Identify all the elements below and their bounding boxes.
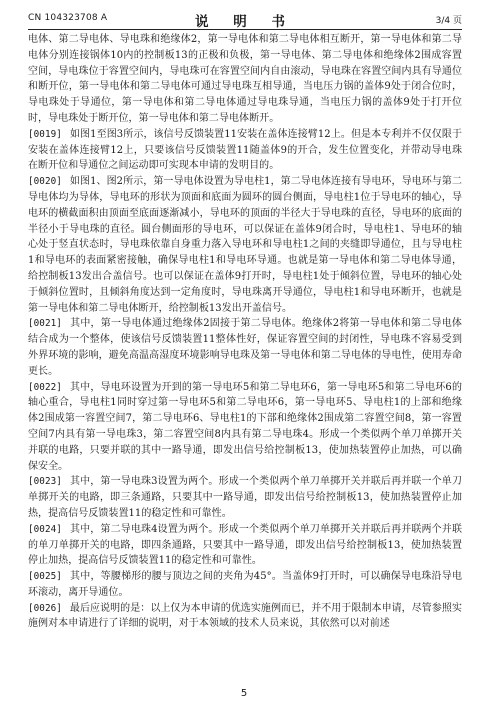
paragraph (28, 474, 462, 521)
paragraph (28, 601, 462, 633)
paragraph-number: [0020] (28, 176, 62, 188)
page-number: 5 (240, 688, 248, 699)
paragraph-number: [0024] (28, 523, 62, 535)
paragraph-number: [0022] (28, 381, 62, 393)
paragraph (28, 522, 462, 569)
paragraph-text: 如图1、图2所示，第一导电体设置为导电柱1，第二导电体连接有导电环，导电环与第二导电体均为导体，导电环的形状为顶面和底面为圆环的圆台侧面，导电柱1位于导电环的轴心，导电环的横截面积由顶面至底面逐渐减小，导电环的顶面的半径大于导电珠的直径，导电环的底面的半径小于导电珠的直径。圆台侧面形的导电环，可以保证在盖体9闭合时，导电柱1、导电环的轴心处于竖直状态时，导电珠依靠自身重力落入导电环和导电柱1之间的夹缝即导通位，且与导电柱1和导电环的表面紧密接触，确保导电柱1和导电环导通。也就是第一导电体和第二导电体导通，给控制板13发出合盖信号。也可以保证在盖体9打开时，导电柱1处于倾斜位置，导电环的轴心处于倾斜位置时，且倾斜角度达到一定角度时，导电珠离开导通位，导电柱1和导电环断开，也就是第一导电体和第二导电体断开，给控制板13发出开盖信号。 (28, 176, 462, 314)
paragraph-text: 如图1至图3所示，该信号反馈装置11安装在盖体连接臂12上。但是本专利并不仅仅限于安装在盖体连接臂12上，只要该信号反馈装置11随盖体9的开合，发生位置变化，并带动导电珠在断开位和导通位之间运动即可实现本申请的发明目的。 (28, 128, 462, 172)
paragraph-text: 其中，第二导电珠4设置为两个。形成一个类似两个单刀单掷开关并联后再并联两个并联的单刀单掷开关的电路，即四条通路，只要其中一路导通，即发出信号给控制板13，使加热装置停止加热，提高信号反馈装置11的稳定性和可靠性。 (28, 523, 462, 567)
header-rule (28, 29, 462, 30)
paragraph-text: 最后应说明的是：以上仅为本申请的优选实施例而已，并不用于限制本申请，尽管参照实施例对本申请进行了详细的说明，对于本领域的技术人员来说，其依然可以对前述 (28, 602, 462, 630)
paragraph-text: 其中，导电环设置为开到的第一导电环5和第二导电环6，第一导电环5和第二导电环6的轴心重合，导电柱1同时穿过第一导电环5和第二导电环6，第一导电环5、导电柱1的上部和绝缘体2围成第一容置空间7，第二导电环6、导电柱1的下部和绝缘体2围成第二容置空间8，第一容置空间7内具有第一导电珠3，第二容置空间8内具有第二导电珠4。形成一个类似两个单刀单掷开关并联的电路，只要并联的其中一路导通，即发出信号给控制板13，使加热装置停止加热，可以确保安全。 (28, 381, 462, 472)
publication-number: CN 104323708 A (28, 13, 108, 23)
paragraph-text: 其中，第一导电体通过绝缘体2固接于第二导电体。绝缘体2将第一导电体和第二导电体结合成为一个整体，使该信号反馈装置11整体性好，保证容置空间的封闭性，导电珠不容易受到外界环境的影响，避免高温高湿度环境影响导电珠及第一导电体和第二导电体的导电性，使用寿命更长。 (28, 318, 462, 377)
paragraph (28, 32, 462, 127)
body-text (28, 32, 462, 632)
section-title: 说 明 书 (195, 14, 295, 30)
paragraph (28, 127, 462, 174)
paragraph-number: [0019] (28, 128, 62, 140)
page-indicator: 3/4 页 (435, 16, 462, 26)
paragraph-number: [0023] (28, 476, 62, 488)
paragraph (28, 174, 462, 316)
paragraph-text: 电体、第二导电体、导电珠和绝缘体2，第一导电体和第二导电体相互断开，第一导电体和第二导电体分别连接锅体10内的控制板13的正极和负极，第一导电体、第二导电体和绝缘体2围成容置空间，导电珠位于容置空间内，导电珠可在容置空间内自由滚动，导电珠在容置空间内具有导通位和断开位，第一导电体和第二导电体可通过导电珠互相导通，当电压力锅的盖体9处于闭合位时，导电珠处于导通位，第一导电体和第二导电体通过导电珠导通，当电压力锅的盖体9处于打开位时，导电珠处于断开位，第一导电体和第二导电体断开。 (28, 34, 462, 124)
paragraph-text: 其中，等腰梯形的腰与顶边之间的夹角为45°。当盖体9打开时，可以确保导电珠沿导电环滚动，离开导通位。 (28, 571, 462, 598)
paragraph-number: [0025] (28, 571, 62, 583)
page-header (28, 10, 462, 28)
paragraph-number: [0026] (28, 602, 62, 614)
paragraph (28, 316, 462, 379)
paragraph (28, 380, 462, 475)
paragraph (28, 569, 462, 601)
paragraph-number: [0021] (28, 318, 62, 330)
paragraph-text: 其中，第一导电珠3设置为两个。形成一个类似两个单刀单掷开关并联后再并联一个单刀单掷开关的电路，即三条通路，只要其中一路导通，即发出信号给控制板13，使加热装置停止加热，提高信号反馈装置11的稳定性和可靠性。 (28, 476, 462, 519)
